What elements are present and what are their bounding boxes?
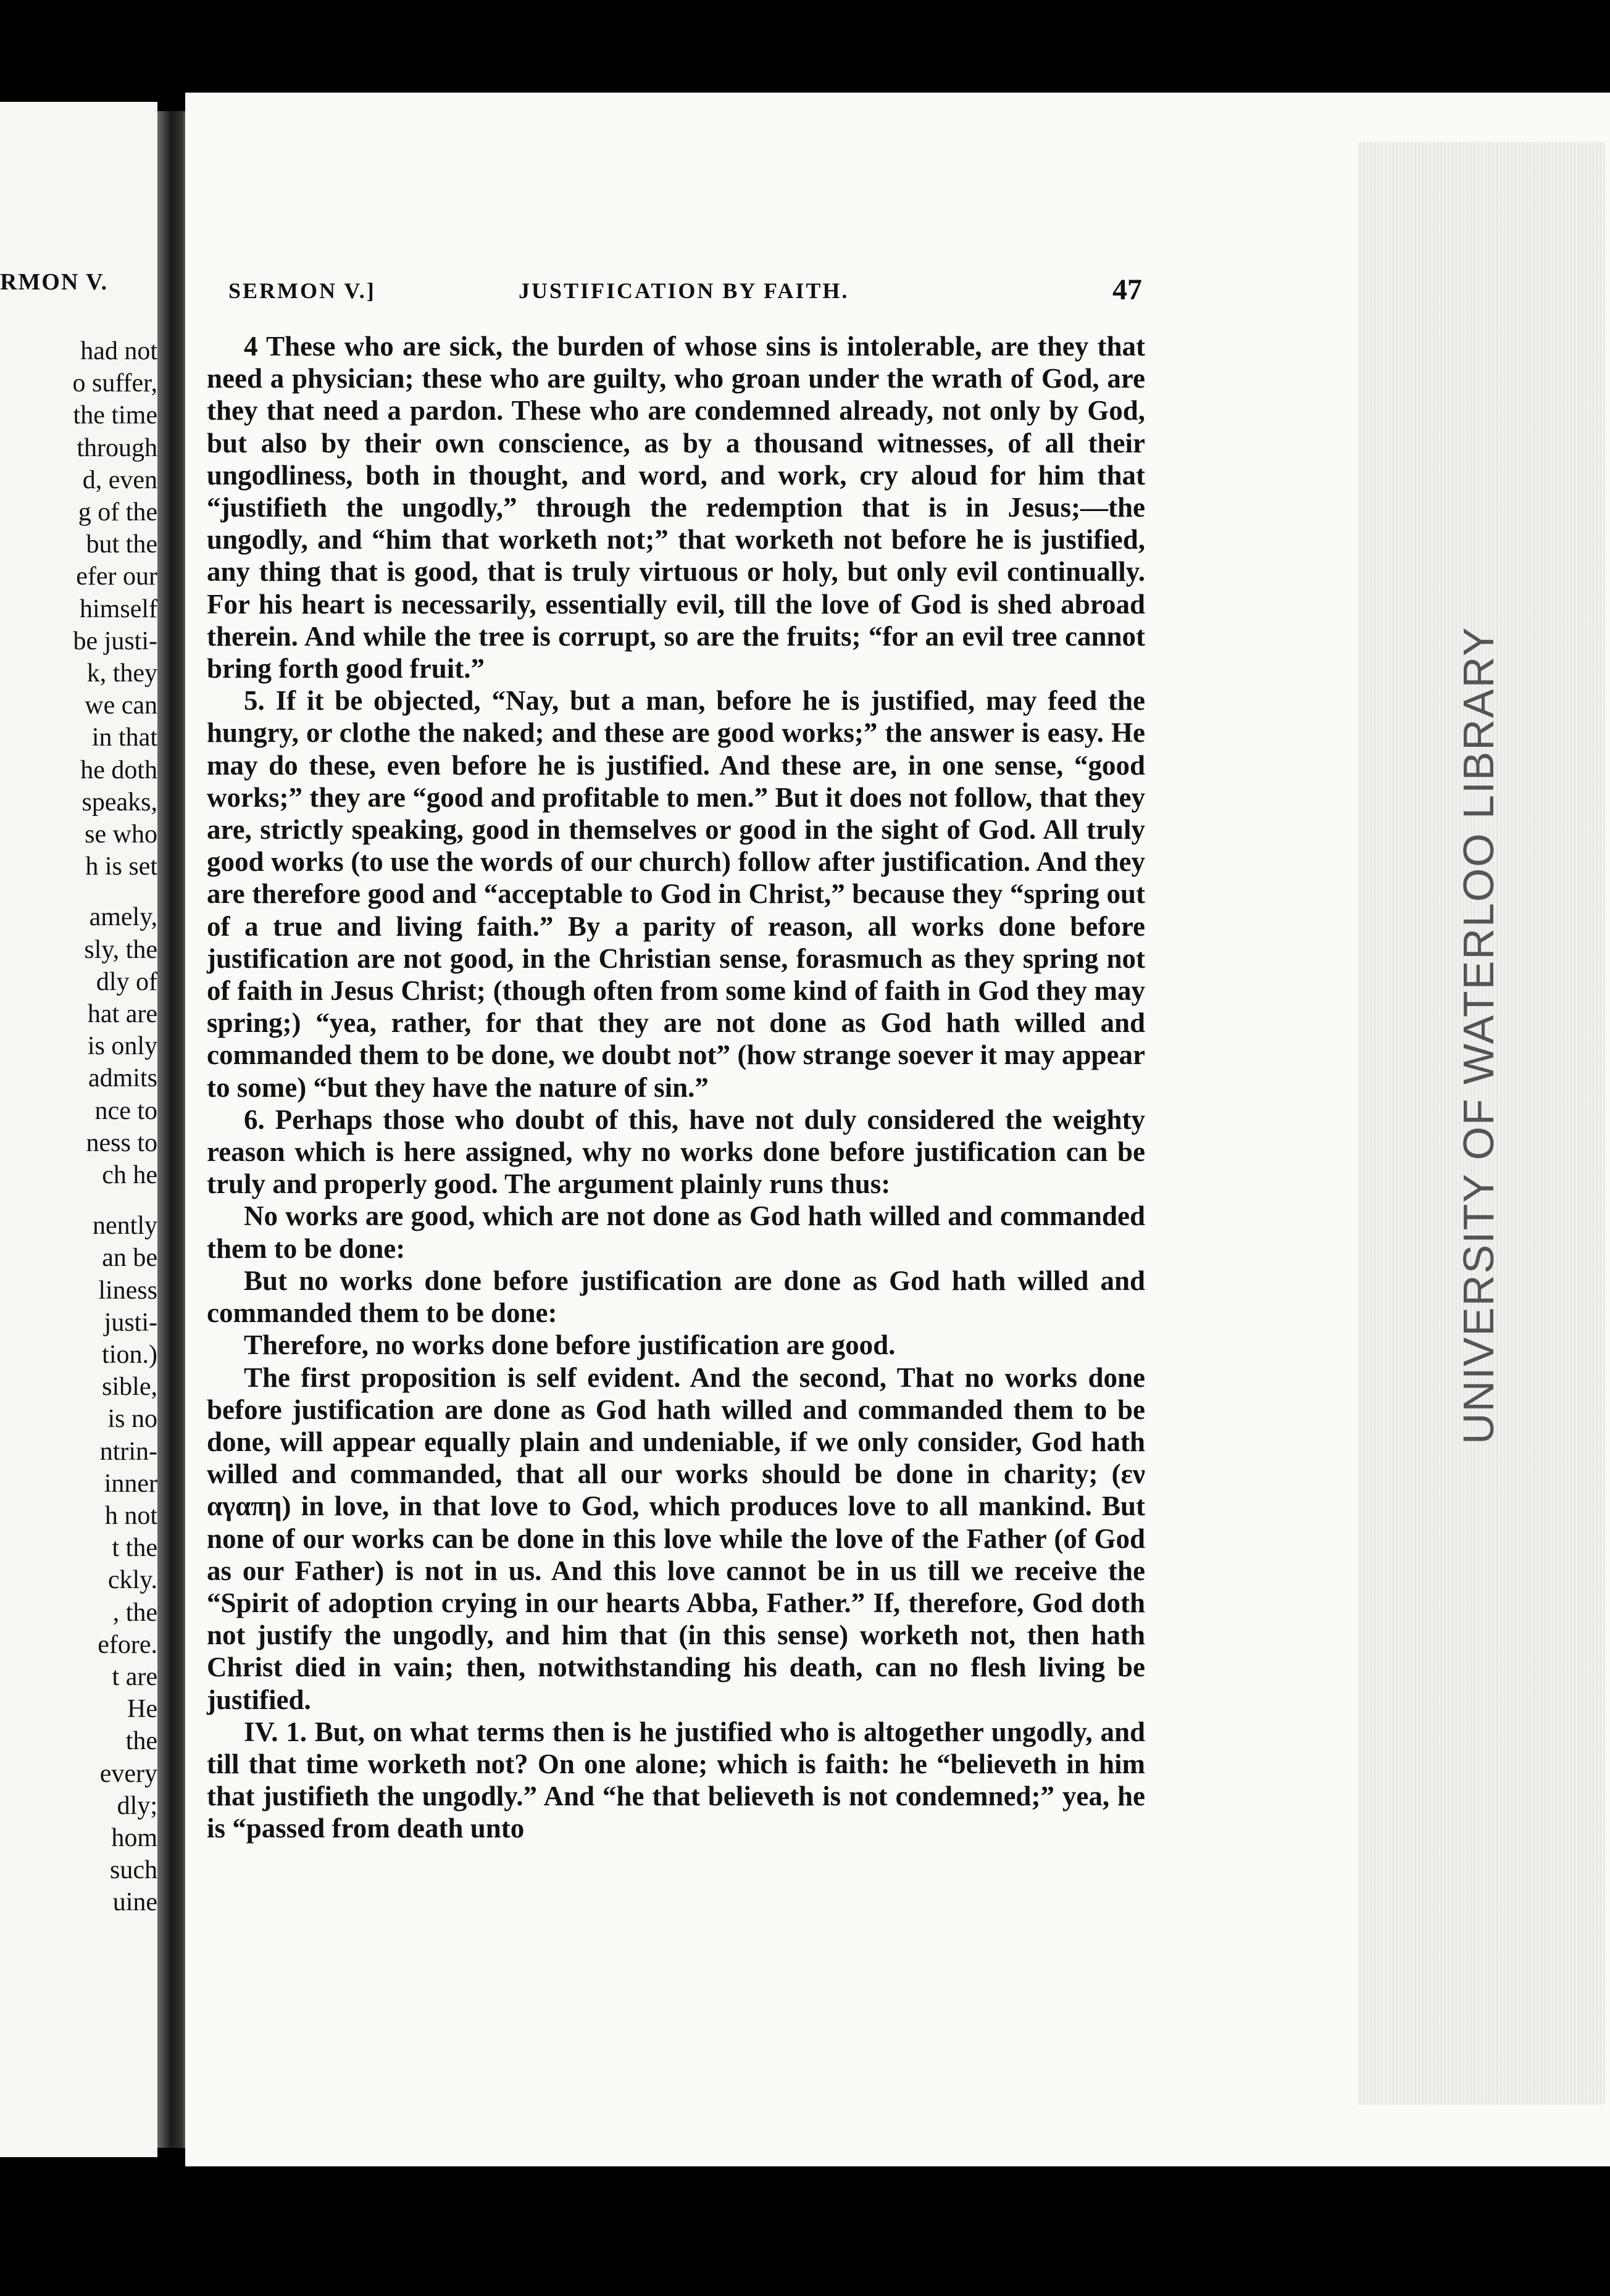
syllogism-conclusion: Therefore, no works done before justification are good.	[244, 1329, 896, 1361]
facing-page-line: d, even	[82, 465, 157, 494]
facing-page-line: He	[127, 1695, 157, 1724]
facing-page-line: liness	[98, 1276, 157, 1305]
facing-page-line: t are	[112, 1663, 157, 1691]
facing-page-line: tion.)	[102, 1341, 157, 1369]
facing-page-line: se who	[85, 820, 157, 849]
facing-page-line: himself	[80, 594, 157, 623]
facing-page-line: o suffer,	[72, 369, 157, 398]
paragraph: 6. Perhaps those who doubt of this, have not duly considered the weighty reason which is here assigned, why no works done before justification can be truly and properly good. The argument plainly runs thus:	[207, 1104, 1145, 1200]
facing-page-line: through	[77, 433, 157, 462]
facing-page-line: t the	[112, 1534, 157, 1563]
facing-page-line: the time	[73, 401, 157, 430]
facing-page-line: efer our	[76, 562, 157, 591]
facing-page-line: justi-	[104, 1308, 157, 1337]
facing-page-line: but the	[86, 530, 157, 559]
facing-page-line: nce to	[94, 1096, 157, 1125]
facing-page-line: ch he	[102, 1161, 157, 1189]
paragraph: 5. If it be objected, “Nay, but a man, before he is justified, may feed the hungry, or clothe the naked; and these are good works;” the answer is easy. He may do these, even before he is justified. And these are, in one sense, “good works;” they are “good and profitable to men.” But it does not follow, that they are, strictly speaking, good in themselves or good in the sight of God. All truly good works (to use the words of our church) follow after justification. And they are therefore good and “acceptable to God in Christ,” because they “spring out of a true and living faith.” By a parity of reason, all works done before justification are not good, in the Christian sense, forasmuch as they spring not of faith in Jesus Christ; (though often from some kind of faith in God they may spring;) “yea, rather, for that they are not done as God hath willed and commanded them to be done, we doubt not” (how strange soever it may appear to some) “but they have the nature of sin.”	[207, 685, 1145, 1103]
facing-page-line: sible,	[102, 1373, 157, 1402]
facing-page-line: is only	[87, 1032, 157, 1061]
facing-page-line: ntrin-	[99, 1437, 157, 1466]
paragraph: The first proposition is self evident. And the second, That no works done before justification are done as God hath willed and commanded them to be done, will appear equally plain and undeniable, if we only consider, God hath willed and commanded, that all our works should be done in charity; (εν αγαπη) in love, in that love to God, which produces love to all mankind. But none of our works can be done in this love while the love of the Father (of God as our Father) is not in us. And this love cannot be in us till we receive the “Spirit of adoption crying in our hearts Abba, Father.” If, therefore, God doth not justify the ungodly, and him that (in this sense) worketh not, then hath Christ died in vain; then, notwithstanding his death, can no flesh living be justified.	[207, 1362, 1145, 1715]
facing-page-line: every	[99, 1759, 157, 1788]
facing-page-fragment	[0, 102, 157, 2157]
facing-page-line: h is set	[85, 852, 157, 881]
running-head	[228, 273, 1142, 315]
facing-page-line: we can	[85, 691, 157, 720]
facing-page-line: an be	[102, 1244, 157, 1273]
running-head-sermon: SERMON V.]	[228, 278, 376, 303]
syllogism-minor: But no works done before justification are done as God hath willed and commanded them to be done:	[207, 1265, 1145, 1329]
paragraph: IV. 1. But, on what terms then is he justified who is altogether ungodly, and till that time worketh not? On one alone; which is faith: he “believeth in him that justifieth the ungodly.” And “he that believeth is not condemned;” yea, he is “passed from death unto	[207, 1716, 1145, 1844]
facing-page-line: hat are	[87, 1000, 157, 1028]
facing-page-line: hom	[111, 1824, 157, 1852]
facing-page-line: g of the	[78, 498, 157, 526]
facing-page-line: dly;	[117, 1791, 157, 1820]
facing-page-line: inner	[104, 1469, 157, 1498]
paragraph: 4 These who are sick, the burden of whose sins is intolerable, are they that need a physician; these who are guilty, who groan under the wrath of God, are they that need a pardon. These who are condemned already, not only by God, but also by their own conscience, as by a thousand witnesses, of all their ungodliness, both in thought, and word, and work, cry aloud for him that “justifieth the ungodly,” through the redemption that is in Jesus;—the ungodly, and “him that worketh not;” that worketh not before he is justified, any thing that is good, that is truly virtuous or holy, but only evil continually. For his heart is necessarily, essentially evil, till the love of God is shed abroad therein. And while the tree is corrupt, so are the fruits; “for an evil tree cannot bring forth good fruit.”	[207, 331, 1145, 684]
facing-page-line: , the	[112, 1598, 157, 1627]
facing-page-line: in that	[91, 723, 157, 752]
running-head-title: JUSTIFICATION BY FAITH.	[519, 278, 849, 303]
facing-page-line: ckly.	[107, 1566, 157, 1595]
facing-page-line: nently	[93, 1212, 157, 1241]
facing-page-line: is no	[107, 1405, 157, 1434]
facing-page-line: had not	[80, 337, 157, 365]
facing-page-line: k, they	[86, 659, 157, 688]
facing-page-line: admits	[88, 1064, 157, 1093]
facing-page-line: the	[125, 1727, 157, 1756]
facing-page-line: uine	[112, 1888, 157, 1917]
facing-page-line: be justi-	[73, 626, 157, 655]
facing-page-line: sly, the	[84, 935, 157, 964]
body-text	[207, 330, 1145, 1845]
facing-page-line: ness to	[86, 1128, 157, 1157]
facing-page-line: dly of	[96, 967, 157, 996]
facing-page-line: speaks,	[81, 788, 157, 817]
facing-page-line: he doth	[80, 755, 157, 784]
facing-page-line: amely,	[89, 903, 157, 932]
facing-page-line: h not	[104, 1502, 157, 1530]
facing-page-running-head: RMON V.	[0, 269, 109, 295]
library-stamp: UNIVERSITY OF WATERLOO LIBRARY	[1454, 626, 1503, 1444]
book-gutter-shadow	[157, 111, 188, 2148]
facing-page-line: efore.	[98, 1630, 157, 1659]
facing-page-line: such	[110, 1856, 157, 1885]
page-number: 47	[1112, 273, 1142, 306]
syllogism-major: No works are good, which are not done as God hath willed and commanded them to be done:	[207, 1200, 1145, 1264]
